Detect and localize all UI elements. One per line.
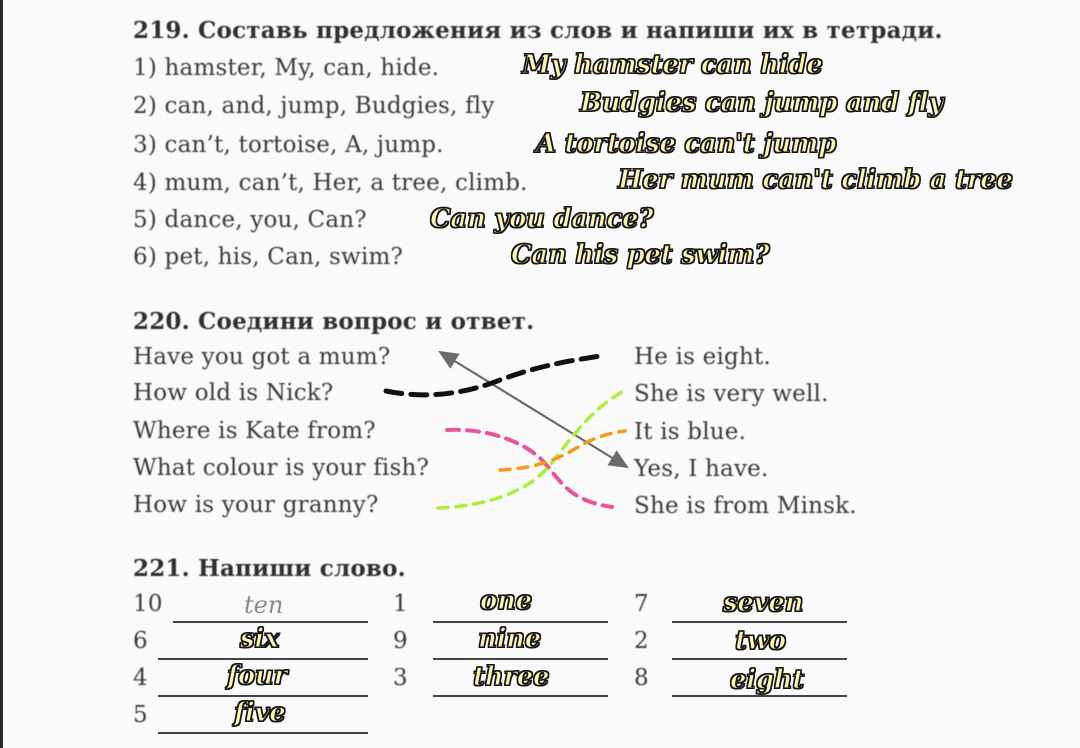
ex221-answer-seven: seven bbox=[723, 588, 804, 618]
ex219-answer-6: Can his pet swim? bbox=[511, 240, 770, 270]
ex219-answer-5: Can you dance? bbox=[430, 204, 654, 234]
ex221-blank-7 bbox=[672, 621, 847, 623]
ex219-prompt-1: 1) hamster, My, can, hide. bbox=[133, 55, 440, 81]
ex220-answer-1: He is eight. bbox=[634, 344, 771, 370]
ex221-number-8: 8 bbox=[634, 665, 649, 691]
ex219-answer-2: Budgies can jump and fly bbox=[580, 88, 943, 118]
ex221-answer-six: six bbox=[240, 624, 280, 654]
ex221-answer-nine: nine bbox=[478, 624, 542, 654]
ex221-number-10: 10 bbox=[133, 591, 163, 617]
ex219-prompt-4: 4) mum, can’t, Her, a tree, climb. bbox=[133, 170, 528, 196]
ex221-answer-three: three bbox=[473, 662, 550, 692]
ex221-blank-1 bbox=[433, 621, 608, 623]
ex221-answer-four: four bbox=[227, 661, 287, 691]
ex220-answer-4: Yes, I have. bbox=[634, 456, 769, 482]
connector-kate-minsk bbox=[447, 430, 612, 507]
ex221-blank-9 bbox=[433, 658, 608, 660]
ex219-prompt-3: 3) can’t, tortoise, A, jump. bbox=[133, 132, 444, 158]
ex221-example-ten: ten bbox=[244, 591, 284, 619]
ex219-prompt-5: 5) dance, you, Can? bbox=[133, 207, 367, 233]
ex221-blank-5 bbox=[158, 732, 368, 734]
ex221-answer-one: one bbox=[480, 586, 532, 616]
ex220-question-3: Where is Kate from? bbox=[133, 418, 376, 444]
ex220-answer-3: It is blue. bbox=[634, 419, 747, 445]
ex221-answer-five: five bbox=[234, 698, 286, 728]
ex220-question-2: How old is Nick? bbox=[133, 380, 334, 406]
ex221-number-1: 1 bbox=[393, 591, 408, 617]
ex221-number-4: 4 bbox=[133, 665, 148, 691]
page-edge bbox=[0, 0, 3, 748]
ex221-blank-10 bbox=[173, 621, 368, 623]
exercise-221-heading: 221. Напиши слово. bbox=[133, 555, 406, 582]
ex220-question-4: What colour is your fish? bbox=[133, 455, 430, 481]
ex221-blank-3 bbox=[433, 695, 608, 697]
ex219-prompt-6: 6) pet, his, Can, swim? bbox=[133, 244, 404, 270]
ex221-blank-4 bbox=[158, 695, 368, 697]
ex221-number-6: 6 bbox=[133, 628, 148, 654]
ex221-number-3: 3 bbox=[393, 665, 408, 691]
ex219-answer-1: My hamster can hide bbox=[522, 50, 823, 80]
ex219-answer-3: A tortoise can't jump bbox=[536, 129, 837, 159]
ex221-number-2: 2 bbox=[634, 628, 649, 654]
ex221-blank-2 bbox=[672, 658, 847, 660]
connector-mum-yes bbox=[440, 352, 627, 467]
ex221-number-5: 5 bbox=[133, 702, 148, 728]
connector-granny-well bbox=[438, 392, 622, 508]
ex221-number-7: 7 bbox=[634, 591, 649, 617]
ex220-question-5: How is your granny? bbox=[133, 492, 379, 518]
ex220-answer-2: She is very well. bbox=[634, 381, 829, 407]
ex219-prompt-2: 2) can, and, jump, Budgies, fly bbox=[133, 93, 495, 119]
ex221-number-9: 9 bbox=[393, 628, 408, 654]
connector-nick-eight bbox=[386, 356, 600, 395]
exercise-219-heading: 219. Составь предложения из слов и напиши их в тетради. bbox=[133, 17, 943, 44]
ex219-answer-4: Her mum can't climb a tree bbox=[618, 165, 1013, 195]
ex221-answer-two: two bbox=[735, 626, 786, 656]
connector-fish-blue bbox=[500, 431, 625, 470]
exercise-220-heading: 220. Соедини вопрос и ответ. bbox=[133, 308, 535, 335]
ex220-answer-5: She is from Minsk. bbox=[634, 493, 857, 519]
ex221-blank-8 bbox=[672, 695, 847, 697]
ex221-blank-6 bbox=[158, 658, 368, 660]
ex220-question-1: Have you got a mum? bbox=[133, 344, 391, 370]
ex221-answer-eight: eight bbox=[730, 665, 805, 695]
